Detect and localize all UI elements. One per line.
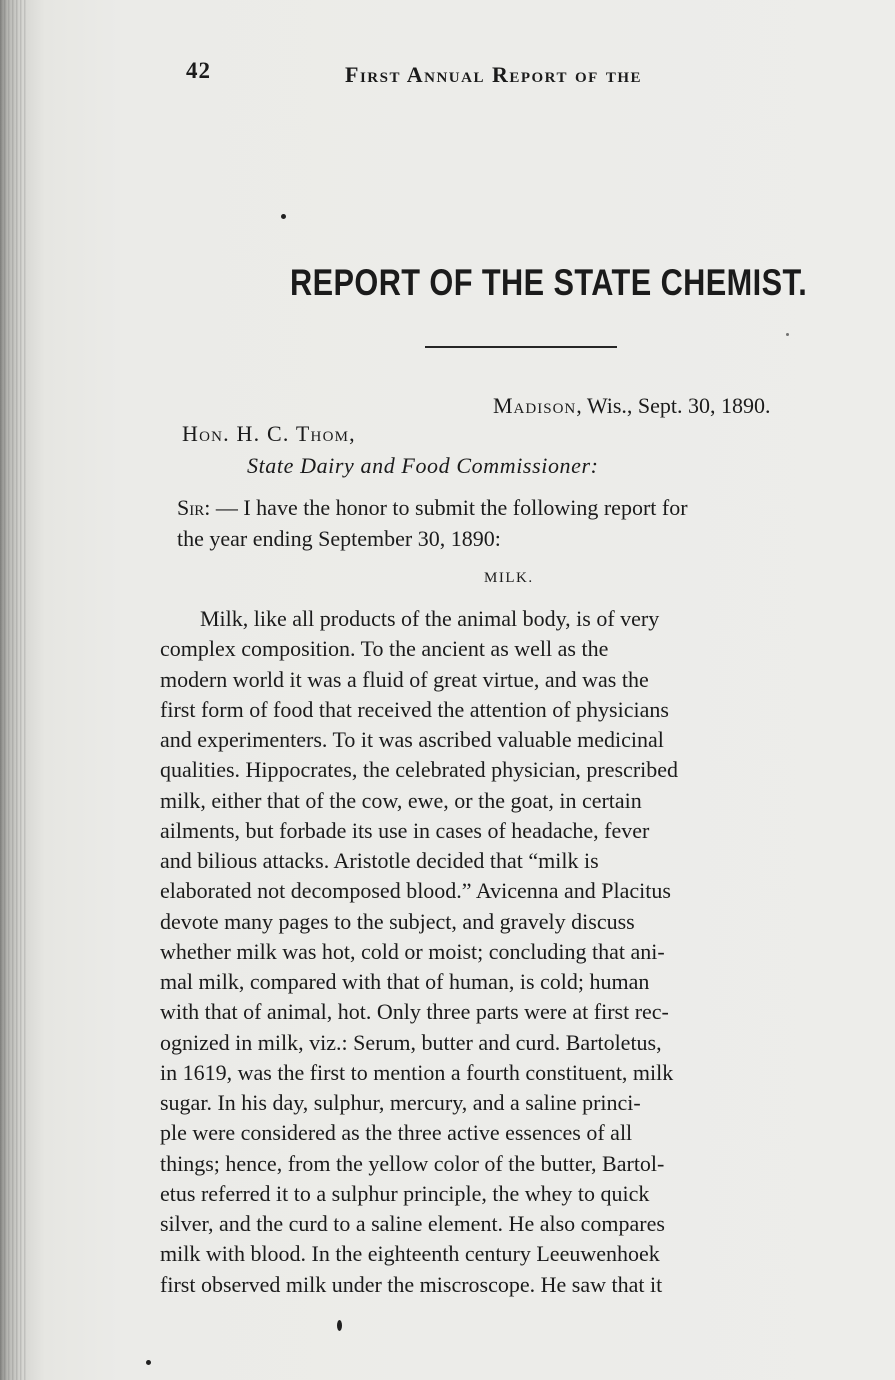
letter-addressee: Hon. H. C. Thom, — [182, 421, 356, 446]
page-number: 42 — [186, 58, 211, 83]
title-rule — [425, 346, 617, 348]
text-line: whether milk was hot, cold or moist; concluding that ani- — [160, 938, 665, 964]
print-speck — [337, 1320, 342, 1331]
print-speck — [786, 333, 789, 336]
report-title: REPORT OF THE STATE CHEMIST. — [290, 262, 808, 303]
letter-dateline — [493, 393, 771, 419]
text-line: ailments, but forbade its use in cases of headache, fever — [160, 817, 650, 843]
text-line: with that of animal, hot. Only three parts were at first rec- — [160, 999, 669, 1025]
letter-salutation — [177, 492, 853, 554]
book-binding-edge — [0, 0, 26, 1380]
text-line: and experimenters. To it was ascribed valuable medicinal — [160, 727, 664, 752]
section-heading: MILK. — [484, 570, 534, 586]
print-speck — [281, 214, 286, 219]
dateline-date: , Wis., Sept. 30, 1890. — [576, 393, 771, 418]
text-line: milk, either that of the cow, ewe, or the goat, in certain — [160, 787, 642, 813]
text-line: qualities. Hippocrates, the celebrated physician, prescribed — [160, 757, 679, 783]
running-head: First Annual Report of the — [345, 62, 643, 87]
text-line: first form of food that received the attention of physicians — [160, 696, 669, 722]
text-line: in 1619, was the first to mention a fourth constituent, milk — [160, 1059, 674, 1085]
text-line: and bilious attacks. Aristotle decided that “milk is — [160, 848, 599, 873]
text-line: complex composition. To the ancient as well as the — [160, 636, 609, 662]
body-paragraph — [160, 604, 850, 1300]
text-line: silver, and the curd to a saline element. He also compares — [160, 1211, 665, 1236]
text-line: etus referred it to a sulphur principle, the whey to quick — [160, 1180, 650, 1206]
text-line: ple were considered as the three active essences of all — [160, 1120, 633, 1146]
text-line: sugar. In his day, sulphur, mercury, and a saline princi- — [160, 1090, 641, 1115]
salutation-line: the year ending September 30, 1890: — [177, 526, 501, 551]
text-line: modern world it was a fluid of great virtue, and was the — [160, 666, 649, 692]
text-line: elaborated not decomposed blood.” Avicenna and Placitus — [160, 878, 671, 904]
text-line: milk with blood. In the eighteenth century Leeuwenhoek — [160, 1241, 660, 1267]
text-line: first observed milk under the miscroscope. He saw that it — [160, 1271, 663, 1297]
text-line: devote many pages to the subject, and gravely discuss — [160, 908, 635, 934]
text-line: Milk, like all products of the animal body, is of very — [200, 606, 660, 631]
salutation-word: Sir: — [177, 495, 211, 520]
text-line: ognized in milk, viz.: Serum, butter and curd. Bartoletus, — [160, 1029, 662, 1055]
print-speck — [146, 1360, 151, 1365]
dateline-place: Madison — [493, 393, 577, 418]
text-line: mal milk, compared with that of human, is cold; human — [160, 969, 650, 994]
salutation-line — [177, 492, 853, 523]
text-line: things; hence, from the yellow color of the butter, Bartol- — [160, 1150, 665, 1176]
salutation-text: — I have the honor to submit the following report for — [210, 495, 688, 520]
addressee-title: State Dairy and Food Commissioner: — [247, 453, 599, 478]
